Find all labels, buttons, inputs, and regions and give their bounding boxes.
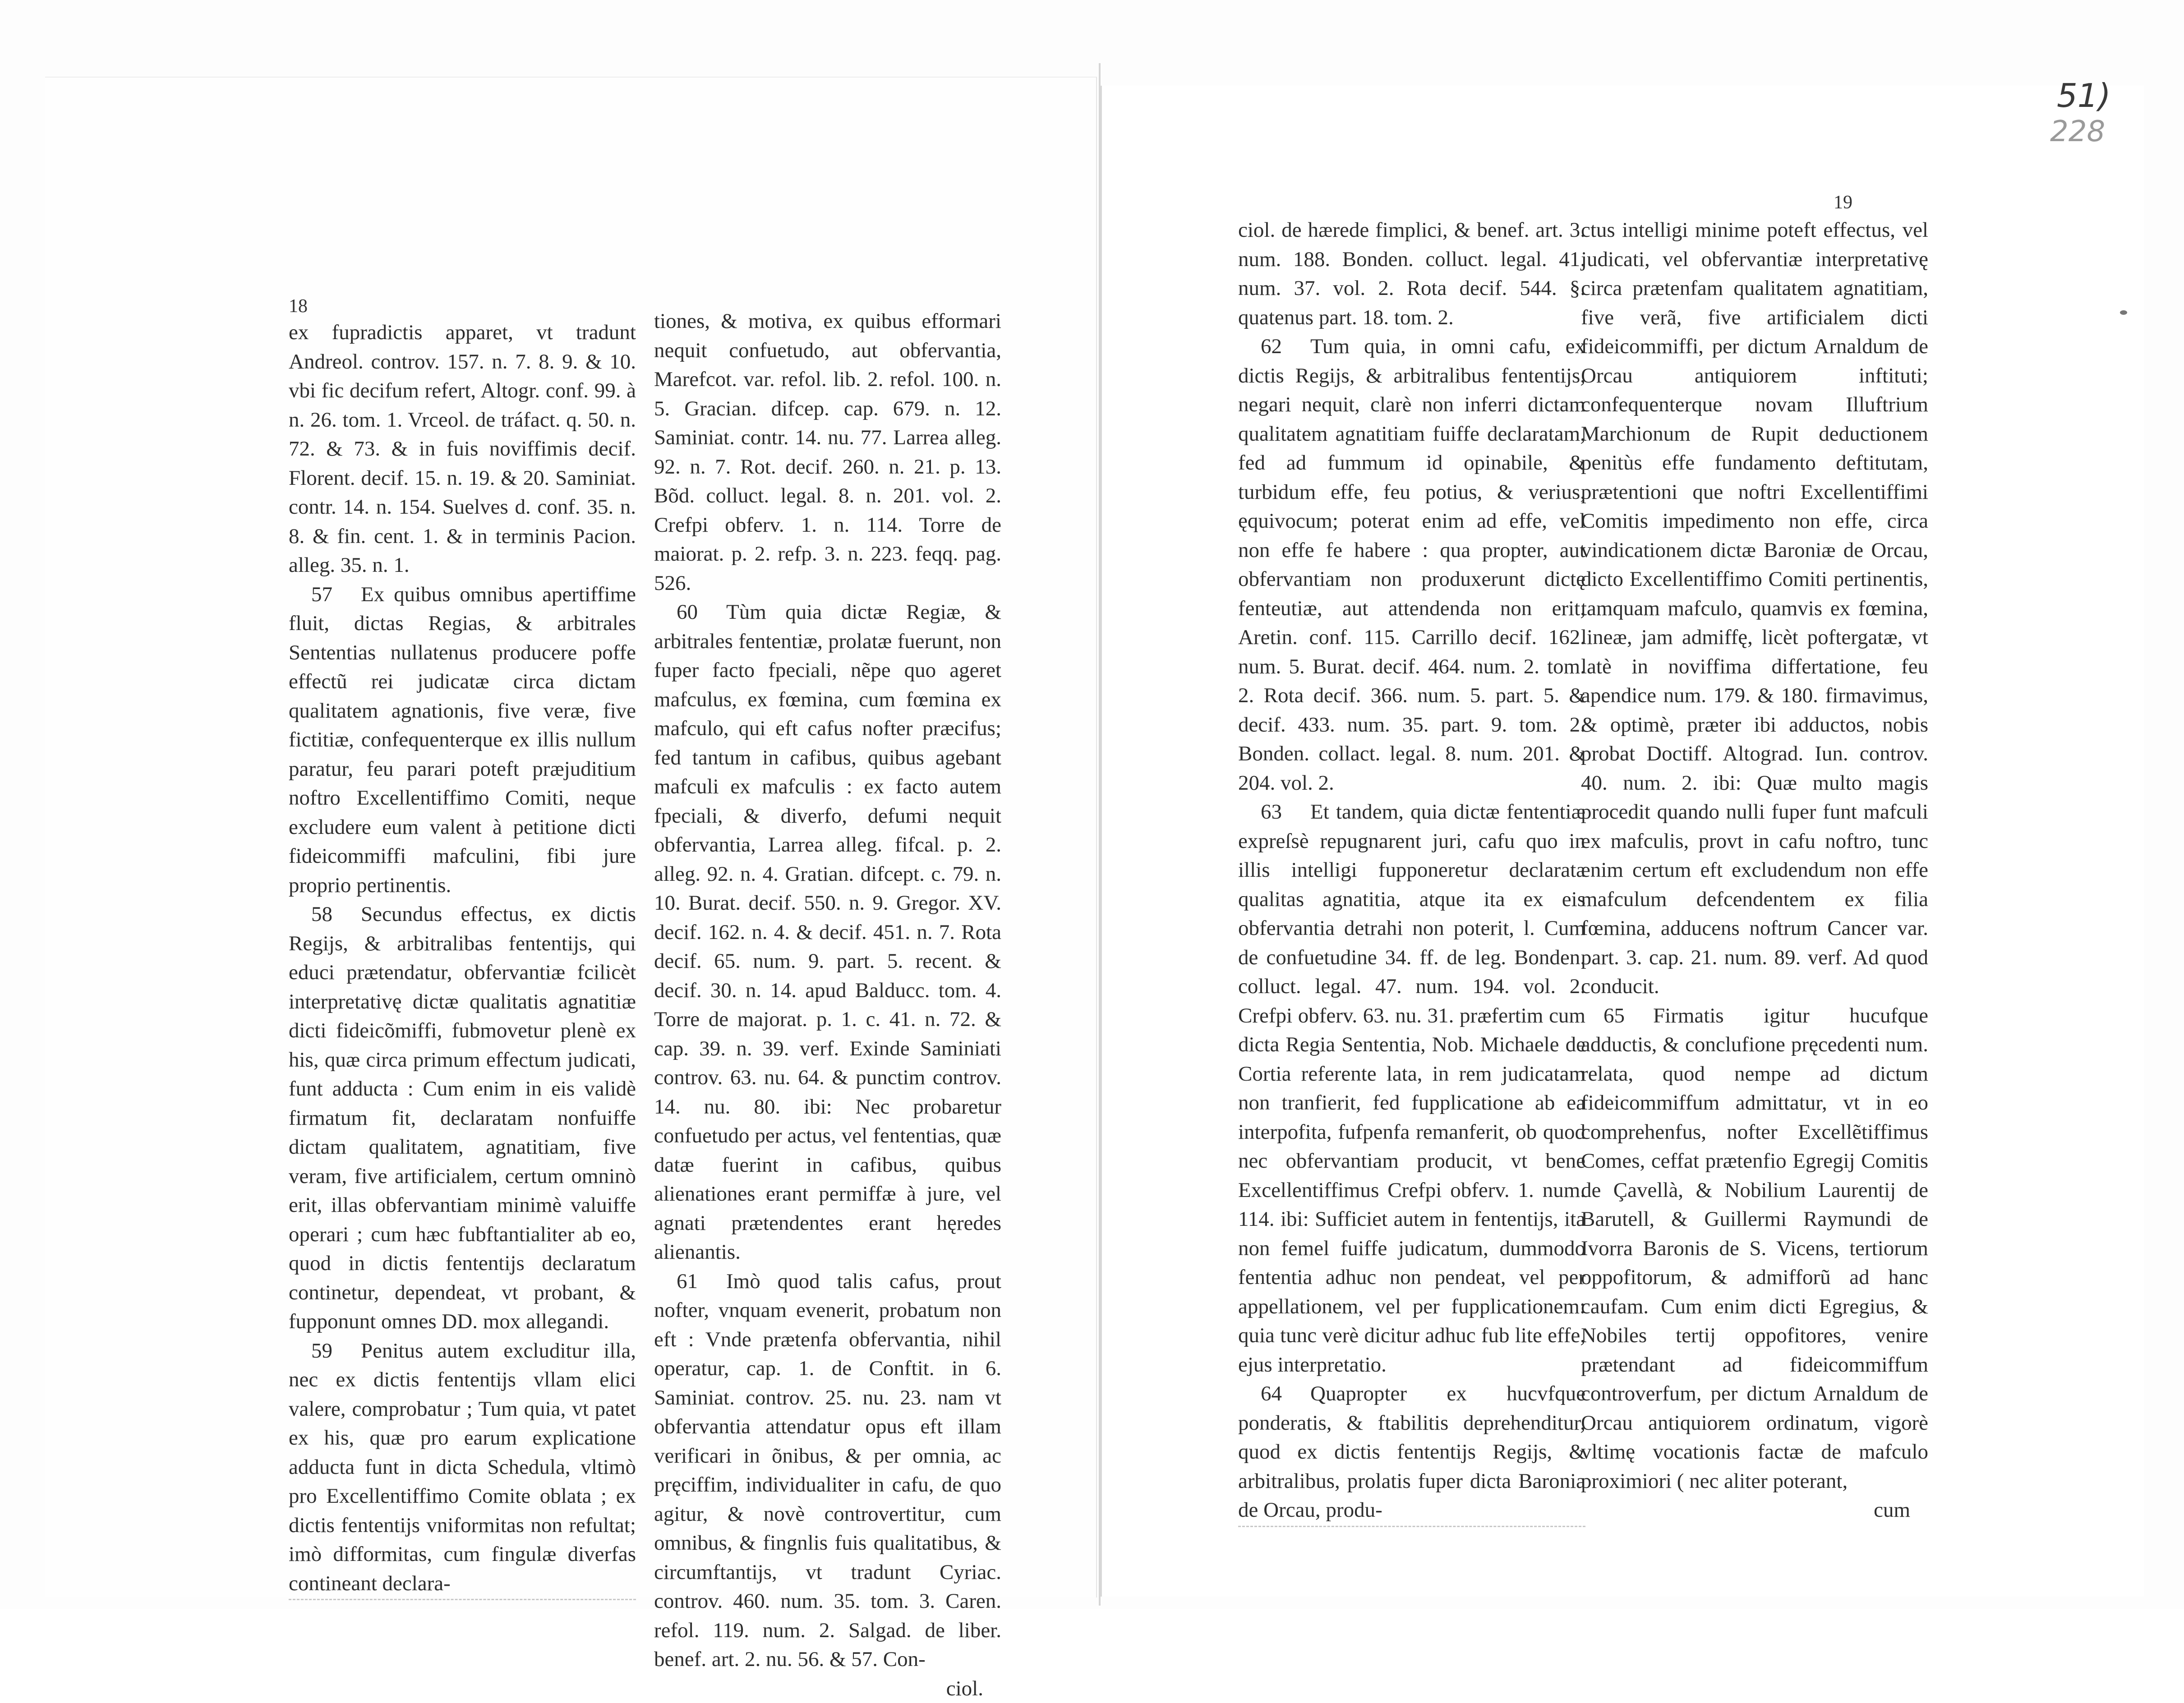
- page-number-right: 19: [1834, 192, 1852, 213]
- paragraph-62: [1238, 332, 1585, 797]
- paragraph-60: [654, 598, 1001, 1267]
- paragraph-text: ctus intelligi minime poteft effectus, vel judicati, vel obfervantiæ interpretativę circa prætenfam qualitatem agnatitiam, five verã, five artificialem dicti fideicommiffi, per dictum Arnaldum de Orcau antiquiorem inftituti; confequenterque novam Illuftrium Marchionum de Rupit deductionem penitùs effe fundamento deftitutam, prætentioni que noftri Excellentiffimi Comitis impedimento non effe, circa vindicationem dictæ Baroniæ de Orcau, dicto Excellentiffimo Comiti pertinentis, tamquam mafculo, quamvis ex fœmina, lineæ, jam admiffę, licèt poftergatæ, vt latè in noviffima differtatione, feu apendice num. 179. & 180. firmavimus, & optimè, præter ibi adductos, nobis probat Doctiff. Altograd. Iun. controv. 40. num. 2. ibi: Quæ multo magis procedit quando nulli fuper funt mafculi ex mafculis, provt in cafu noftro, tunc enim certum eft excludendum non effe mafculum defcendentem ex filia fœmina, adducens noftrum Cancer var. part. 3. cap. 21. num. 89. verf. Ad quod conducit.: [1581, 218, 1928, 998]
- paragraph-text: tiones, & motiva, ex quibus efformari nequit confuetudo, aut obfervantia, Marefcot. var. refol. lib. 2. refol. 100. n. 5. Gracian. difcep. cap. 679. n. 12. Saminiat. contr. 14. nu. 77. Larrea alleg. 92. n. 7. Rot. decif. 260. n. 21. p. 13. Bõd. colluct. legal. 8. n. 201. vol. 2. Crefpi obferv. 1. n. 114. Torre de maiorat. p. 2. refp. 3. n. 223. feqq. pag. 526.: [654, 309, 1001, 595]
- paragraph-text: ex fupradictis apparet, vt tradunt Andreol. controv. 157. n. 7. 8. 9. & 10. vbi fic decifum refert, Altogr. conf. 99. à n. 26. tom. 1. Vrceol. de tráfact. q. 50. n. 72. & 73. & in fuis noviffimis decif. Florent. decif. 15. n. 19. & 20. Saminiat. contr. 14. n. 154. Suelves d. conf. 35. n. 8. & fin. cent. 1. & in terminis Pacion. alleg. 35. n. 1.: [289, 321, 636, 577]
- paragraph-text: Et tandem, quia dictæ fententiæ expreſsè repugnarent juri, cafu quo in illis intelligi fupponeretur declarata qualitas agnatitia, atque ita ex eis obfervantia detrahi non poterit, l. Cum de confuetudine 34. ff. de leg. Bonden. colluct. legal. 47. num. 194. vol. 2. Crefpi obferv. 63. nu. 31. præfertim cum dicta Regia Sententia, Nob. Michaele de Cortia referente lata, in rem judicatam non tranfierit, fed fupplicatione ab ea interpofita, fufpenfa remanferit, ob quod nec obfervantiam producit, vt bene Excellentiffimus Crefpi obferv. 1. num. 114. ibi: Sufficiet autem in fententijs, ita non femel fuiffe judicatum, dummodo fententia adhuc non pendeat, vel per appellationem, vel per fupplicationem: quia tunc verè dicitur adhuc fub lite effe, ejus interpretatio.: [1238, 800, 1585, 1376]
- paragraph-continuation: [289, 318, 636, 580]
- paragraph-text: Imò quod talis cafus, prout nofter, vnquam evenerit, probatum non eft : Vnde prætenfa obfervantia, nihil operatur, cap. 1. de Conftit. in 6. Saminiat. controv. 25. nu. 23. nam vt obfervantia attendatur opus eft illam verificari in õnibus, & per omnia, ac pręciffim, individualiter in cafu, de quo agitur, & novè controvertitur, cum omnibus, & fingnlis fuis qualitatibus, & circumftantijs, vt tradunt Cyriac. controv. 460. num. 35. tom. 3. Caren. refol. 119. num. 2. Salgad. de liber. benef. art. 2. nu. 56. & 57. Con-: [654, 1270, 1001, 1671]
- paragraph-number: 65: [1603, 1001, 1653, 1031]
- paragraph-number: 63: [1261, 797, 1310, 827]
- paragraph-63: [1238, 797, 1585, 1379]
- paragraph-text: Tum quia, in omni cafu, ex dictis Regijs, & arbitralibus fententijs, negari nequit, clarè non inferri dictam qualitatem agnatitiam fuiffe declaratam, fed ad fummum id opinabile, & turbidum effe, feu potius, & verius, ęquivocum; poterat enim ad effe, vel non effe fe habere : qua propter, aut obfervantiam non produxerunt dictę fenteutiæ, aut attendenda non erit, Aretin. conf. 115. Carrillo decif. 162. num. 5. Burat. decif. 464. num. 2. tom. 2. Rota decif. 366. num. 5. part. 5. & decif. 433. num. 35. part. 9. tom. 2. Bonden. collact. legal. 8. num. 201. & 204. vol. 2.: [1238, 335, 1585, 795]
- paragraph-65: [1581, 1001, 1928, 1496]
- paragraph-text: Ex quibus omnibus apertiffime fluit, dictas Regias, & arbitrales Sententias nullatenus producere poffe effectũ rei judicatæ circa dictam qualitatem agnationis, five veræ, five fictitiæ, confequenterque ex illis nullum paratur, feu parari poteft præjuditium noftro Excellentiffimo Comiti, neque excludere eum valent à petitione dicti fideicommiffi mafculini, fibi jure proprio pertinentis.: [289, 583, 636, 897]
- left-page-column-2: [654, 307, 1001, 1703]
- right-page-column-2: [1581, 216, 1928, 1525]
- paragraph-64: [1238, 1379, 1585, 1525]
- paragraph-text: Quapropter ex hucvfque ponderatis, & ftabilitis deprehenditur, quod ex dictis fententijs Regijs, & arbitralibus, prolatis fuper dicta Baronia de Orcau, produ-: [1238, 1382, 1585, 1522]
- paragraph-text: Firmatis igitur hucufque adductis, & conclufione pręcedenti num. relata, quod nempe ad dictum fideicommiffum admittatur, vt in eo comprehenfus, nofter Excellẽtiffimus Comes, ceffat prætenfio Egregij Comitis de Çavellà, & Nobilium Laurentij de Barutell, & Guillermi Raymundi de Ivorra Baronis de S. Vicens, tertiorum oppofitorum, & admifforũ ad hanc caufam. Cum enim dicti Egregius, & Nobiles tertij oppofitores, venire prætendant ad fideicommiffum controverfum, per dictum Arnaldum de Orcau antiquiorem ordinatum, vigorè vltimę vocationis factæ de mafculo proximiori ( nec aliter poterant,: [1581, 1004, 1928, 1493]
- paragraph-text: ciol. de hærede fimplici, & benef. art. 3. num. 188. Bonden. colluct. legal. 41. num. 37. vol. 2. Rota decif. 544. §. quatenus part. 18. tom. 2.: [1238, 218, 1585, 329]
- paragraph-continuation: [1238, 216, 1585, 332]
- print-rule: [289, 1599, 636, 1600]
- left-page-column-1: [289, 318, 636, 1600]
- paragraph-number: 62: [1261, 332, 1310, 361]
- paragraph-text: Tùm quia dictæ Regiæ, & arbitrales fententiæ, prolatæ fuerunt, non fuper facto fpeciali, nẽpe quo ageret mafculus, ex fœmina, cum fœmina ex mafculo, qui eft cafus nofter præcifus; fed tantum in cafibus, quibus agebant mafculi ex mafculis : ex facto autem fpeciali, & diverfo, defumi nequit obfervantia, Larrea alleg. fifcal. p. 2. alleg. 92. n. 4. Gratian. difcept. c. 79. n. 10. Burat. decif. 550. n. 9. Gregor. XV. decif. 162. n. 4. & decif. 451. n. 7. Rota decif. 65. num. 9. part. 5. recent. & decif. 30. n. 14. apud Balducc. tom. 4. Torre de majorat. p. 1. c. 41. n. 72. & cap. 39. n. 39. verf. Exinde Saminiati controv. 63. nu. 64. & punctim controv. 14. nu. 80. ibi: Nec probaretur confuetudo per actus, vel fententias, quæ datæ fuerint in cafibus, quibus alienationes erant permiffæ à jure, vel agnati prætendentes erant hęredes alienantis.: [654, 600, 1001, 1264]
- right-page-column-1: [1238, 216, 1585, 1527]
- paragraph-57: [289, 580, 636, 900]
- catchword: ciol.: [654, 1674, 1001, 1703]
- handwritten-archive-number: 228: [2050, 115, 2105, 148]
- paragraph-number: 58: [311, 900, 361, 929]
- paragraph-text: Secundus effectus, ex dictis Regijs, & arbitralibas fententijs, qui educi prætendatur, obfervantiæ fcilicèt interpretativę dictæ qualitatis agnatitiæ dicti fideicõmiffi, fubmovetur plenè ex his, quæ circa primum effectum judicati, funt adducta : Cum enim in eis validè firmatum fit, declaratam nonfuiffe dictam qualitatem, agnatitiam, five veram, five artificialem, certum omninò erit, illas obfervantiam minimè valuiffe operari ; cum hæc fubftantialiter ab eo, quod in dictis fententijs declaratum continetur, dependeat, vt probant, & fupponunt omnes DD. mox allegandi.: [289, 902, 636, 1333]
- page-number-left: 18: [289, 295, 308, 317]
- print-rule: [1238, 1526, 1585, 1527]
- ink-speck: [2120, 310, 2127, 315]
- paragraph-continuation: [654, 307, 1001, 598]
- paragraph-58: [289, 900, 636, 1336]
- paragraph-number: 57: [311, 580, 361, 609]
- paragraph-number: 60: [677, 598, 726, 627]
- paragraph-continuation: [1581, 216, 1928, 1001]
- paragraph-59: [289, 1336, 636, 1598]
- paragraph-number: 64: [1261, 1379, 1310, 1408]
- paragraph-number: 61: [677, 1267, 726, 1296]
- paragraph-text: Penitus autem excluditur illa, nec ex dictis fententijs vllam elici valere, comprobatur ; Tum quia, vt patet ex his, quæ pro earum explicatione adducta funt in dicta Schedula, vltimò pro Excellentiffimo Comite oblata ; ex dictis fententijs vniformitas non refultat; imò difformitas, cum fingulæ diverfas contineant declara-: [289, 1339, 636, 1595]
- handwritten-folio-number: 51): [2057, 77, 2111, 115]
- paragraph-61: [654, 1267, 1001, 1674]
- catchword: cum: [1581, 1496, 1928, 1525]
- paragraph-number: 59: [311, 1336, 361, 1366]
